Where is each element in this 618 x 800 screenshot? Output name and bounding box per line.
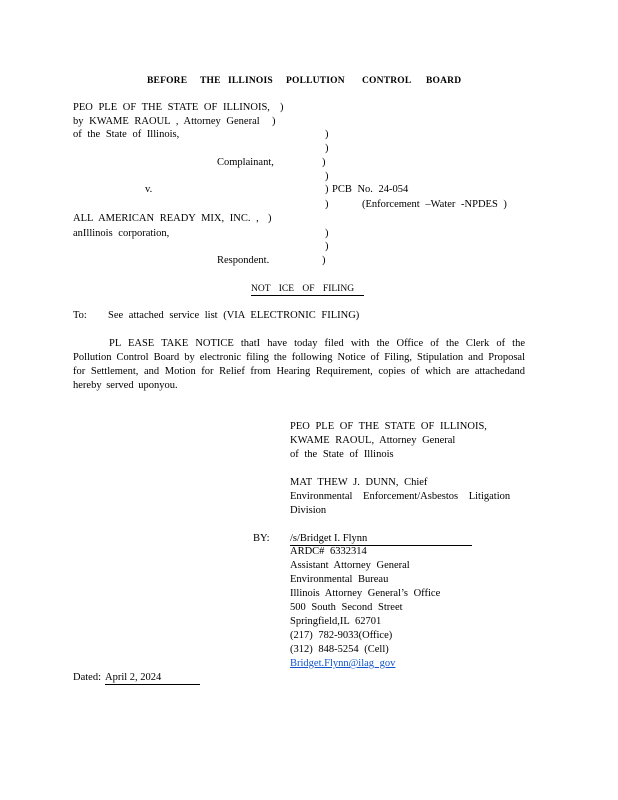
sig-street: 500 South Second Street <box>290 602 403 613</box>
sig-phone-cell: (312) 848-5254 (Cell) <box>290 644 389 655</box>
sig-office: Illinois Attorney General’s Office <box>290 588 441 599</box>
caption-paren: ) <box>325 129 329 140</box>
sig-bureau: Environmental Bureau <box>290 574 389 585</box>
header-word-board: BOARD <box>426 76 462 86</box>
sig-party-line-3: of the State of Illinois <box>290 449 394 460</box>
by-label: BY: <box>253 533 270 544</box>
sig-chief-line-1: MAT THEW J. DUNN, Chief <box>290 477 428 488</box>
respondent-line-2: anIllinois corporation, <box>73 228 170 239</box>
complainant-label: Complainant, <box>217 157 274 168</box>
caption-paren: ) <box>280 102 284 113</box>
caption-paren: ) <box>325 228 329 239</box>
caption-paren: ) <box>322 255 326 266</box>
sig-city: Springfield,IL 62701 <box>290 616 382 627</box>
to-label: To: <box>73 310 87 321</box>
notice-title: NOT ICE OF FILING <box>251 283 364 296</box>
respondent-label: Respondent. <box>217 255 270 266</box>
caption-paren: ) <box>272 116 276 127</box>
sig-party-line-1: PEO PLE OF THE STATE OF ILLINOIS, <box>290 421 487 432</box>
signature-text: /s/Bridget I. Flynn <box>290 533 472 546</box>
caption-paren: ) <box>325 143 329 154</box>
to-text: See attached service list (VIA ELECTRONIC FILING) <box>108 310 360 321</box>
caption-paren: ) <box>322 157 326 168</box>
dated-value: April 2, 2024 <box>105 672 200 685</box>
case-number: PCB No. 24-054 <box>332 184 409 195</box>
sig-party-line-2: KWAME RAOUL, Attorney General <box>290 435 456 446</box>
caption-paren: ) <box>268 213 272 224</box>
signature-line <box>290 533 472 546</box>
caption-paren: ) <box>325 184 329 195</box>
sig-title: Assistant Attorney General <box>290 560 410 571</box>
dated-label: Dated: <box>73 672 101 683</box>
sig-chief-line-3: Division <box>290 505 327 516</box>
plaintiff-line-3: of the State of Illinois, <box>73 129 180 140</box>
sig-ardc: ARDC# 6332314 <box>290 546 367 557</box>
caption-paren: ) <box>325 199 329 210</box>
sig-phone-office: (217) 782-9033(Office) <box>290 630 393 641</box>
header-word-before: BEFORE <box>147 76 188 86</box>
caption-paren: ) <box>325 241 329 252</box>
header-word-control: CONTROL <box>362 76 412 86</box>
dated-field <box>105 672 200 685</box>
versus-label: v. <box>145 184 153 195</box>
header-word-pollution: POLLUTION <box>286 76 345 86</box>
respondent-line-1: ALL AMERICAN READY MIX, INC. , <box>73 213 259 224</box>
caption-paren: ) <box>325 171 329 182</box>
notice-body-text: PL EASE TAKE NOTICE thatI have today filed with the Office of the Clerk of the Pollution Control Board by electronic filing the following Notice of Filing, Stipulation and Proposal for Settlement, and Motion for Relief from Hearing Requirement, copies of which are attachedand hereby served uponyou. <box>73 338 525 391</box>
header-word-the: THE <box>200 76 221 86</box>
plaintiff-line-2: by KWAME RAOUL , Attorney General <box>73 116 260 127</box>
plaintiff-line-1: PEO PLE OF THE STATE OF ILLINOIS, <box>73 102 270 113</box>
case-type: (Enforcement –Water -NPDES ) <box>362 199 507 210</box>
sig-email-link[interactable]: Bridget.Flynn@ilag gov <box>290 658 396 669</box>
sig-chief-line-2: Environmental Enforcement/Asbestos Litigation <box>290 491 511 502</box>
header-word-illinois: ILLINOIS <box>228 76 273 86</box>
notice-body <box>73 337 525 393</box>
